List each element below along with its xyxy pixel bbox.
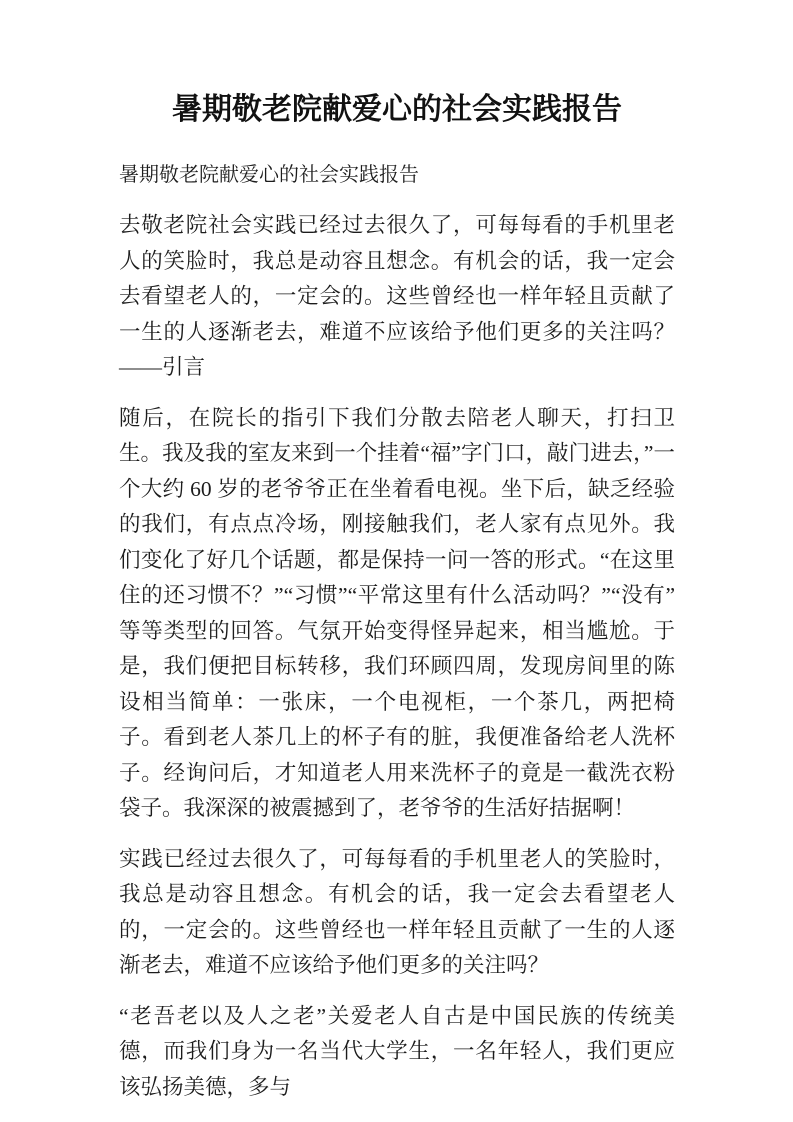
paragraph-introduction-quote: 去敬老院社会实践已经过去很久了，可每每看的手机里老人的笑脸时，我总是动容且想念。有机会的话，我一定会去看望老人的，一定会的。这些曾经也一样年轻且贡献了一生的人逐渐老去，难道不应该给予他们更多的关注吗？——引言 [119,213,675,379]
document-subtitle: 暑期敬老院献爱心的社会实践报告 [119,164,419,186]
document-title: 暑期敬老院献爱心的社会实践报告 [172,93,622,126]
paragraph-traditional-virtue: “老吾老以及人之老”关爱老人自古是中国民族的传统美德，而我们身为一名当代大学生，一名年轻人，我们更应该弘扬美德，多与 [119,1003,675,1099]
paragraph-reflection: 实践已经过去很久了，可每每看的手机里老人的笑脸时，我总是动容且想念。有机会的话，我一定会去看望老人的，一定会的。这些曾经也一样年轻且贡献了一生的人逐渐老去，难道不应该给予他们更多的关注吗？ [119,846,675,977]
paragraph-visit-story: 随后，在院长的指引下我们分散去陪老人聊天，打扫卫生。我及我的室友来到一个挂着“福”字门口，敲门进去，”一个大约 60 岁的老爷爷正在坐着看电视。坐下后，缺乏经验的我们，有点点冷场，刚接触我们，老人家有点见外。我们变化了好几个话题，都是保持一问一答的形式。“在这里住的还习惯不？”“习惯”“平常这里有什么活动吗？”“没有”等等类型的回答。气氛开始变得怪异起来，相当尴尬。于是，我们便把目标转移，我们环顾四周，发现房间里的陈设相当简单：一张床，一个电视柜，一个茶几，两把椅子。看到老人茶几上的杯子有的脏，我便准备给老人洗杯子。经询问后，才知道老人用来洗杯子的竟是一截洗衣粉袋子。我深深的被震撼到了，老爷爷的生活好拮据啊！ [119,405,675,820]
